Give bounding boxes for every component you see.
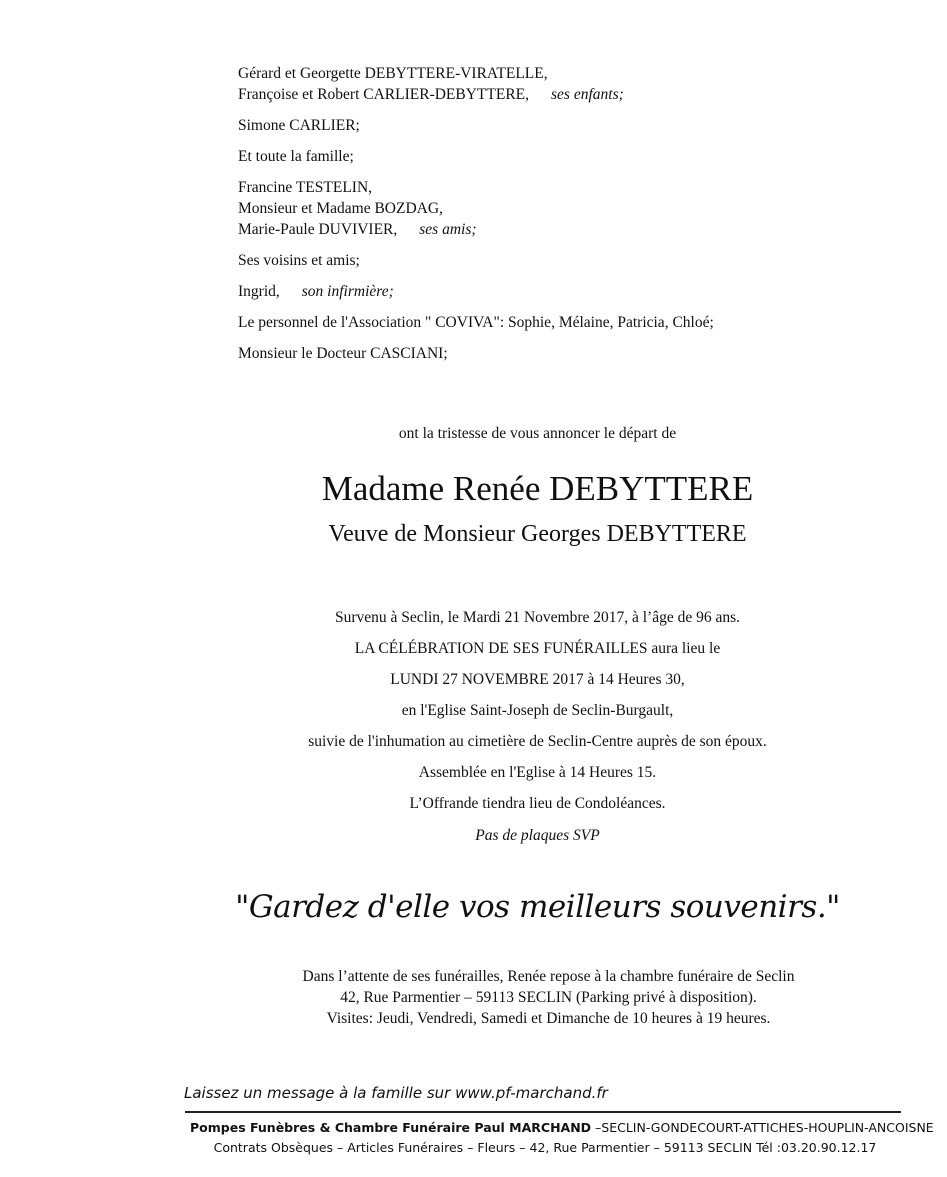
family-docteur: Monsieur le Docteur CASCIANI; [238,345,448,362]
friends-line2: Monsieur et Madame BOZDAG, [238,200,443,217]
repose-line-2: 42, Rue Parmentier – 59113 SECLIN (Parking privé à disposition). [340,989,757,1006]
detail-line-2: LA CÉLÉBRATION DE SES FUNÉRAILLES aura lieu le [354,640,721,657]
family-children-line2 [238,84,624,105]
detail-line-5: suivie de l'inhumation au cimetière de Seclin-Centre auprès de son époux. [308,733,767,750]
footer-message: Laissez un message à la famille sur www.pf-marchand.fr [184,1084,608,1102]
detail-line-4: en l'Eglise Saint-Joseph de Seclin-Burgault, [401,702,674,719]
family-personnel: Le personnel de l'Association " COVIVA": Sophie, Mélaine, Patricia, Chloé; [238,314,714,331]
footer-company-name: Pompes Funèbres & Chambre Funéraire Paul MARCHAND [190,1120,592,1135]
family-children-line1: Gérard et Georgette DEBYTTERE-VIRATELLE, [238,65,548,82]
family-nurse [238,281,394,302]
repose-line-1: Dans l’attente de ses funérailles, Renée repose à la chambre funéraire de Seclin [302,968,795,985]
children-role: ses enfants; [551,86,624,103]
footer-services: Contrats Obsèques – Articles Funéraires – Fleurs – 42, Rue Parmentier – 59113 SECLIN Tél :03.20.90.12.17 [213,1140,877,1155]
nurse-name: Ingrid, [238,283,280,300]
footer-company [190,1120,934,1135]
nurse-role: son infirmière; [301,283,394,300]
memorial-quote: "Gardez d'elle vos meilleurs souvenirs." [235,889,840,925]
deceased-subtitle: Veuve de Monsieur Georges DEBYTTERE [328,521,747,547]
footer-divider [185,1111,901,1113]
footer-company-locations: –SECLIN-GONDECOURT-ATTICHES-HOUPLIN-ANCOISNE [591,1120,934,1135]
deceased-name: Madame Renée DEBYTTERE [321,469,754,508]
friends-line1: Francine TESTELIN, [238,179,373,196]
detail-line-3: LUNDI 27 NOVEMBRE 2017 à 14 Heures 30, [390,671,685,688]
friends-line3 [238,219,477,240]
detail-line-7: L’Offrande tiendra lieu de Condoléances. [409,795,666,812]
family-famille: Et toute la famille; [238,148,354,165]
detail-line-1: Survenu à Seclin, le Mardi 21 Novembre 2017, à l’âge de 96 ans. [334,609,741,626]
friends-names: Marie-Paule DUVIVIER, [238,221,398,238]
detail-line-8: Pas de plaques SVP [475,827,600,844]
announcement-intro: ont la tristesse de vous annoncer le départ de [398,425,677,442]
detail-line-6: Assemblée en l'Eglise à 14 Heures 15. [418,764,657,781]
children-names: Françoise et Robert CARLIER-DEBYTTERE, [238,86,530,103]
family-voisins: Ses voisins et amis; [238,252,360,269]
family-simone: Simone CARLIER; [238,117,360,134]
friends-role: ses amis; [419,221,477,238]
repose-line-3: Visites: Jeudi, Vendredi, Samedi et Dimanche de 10 heures à 19 heures. [326,1010,771,1027]
